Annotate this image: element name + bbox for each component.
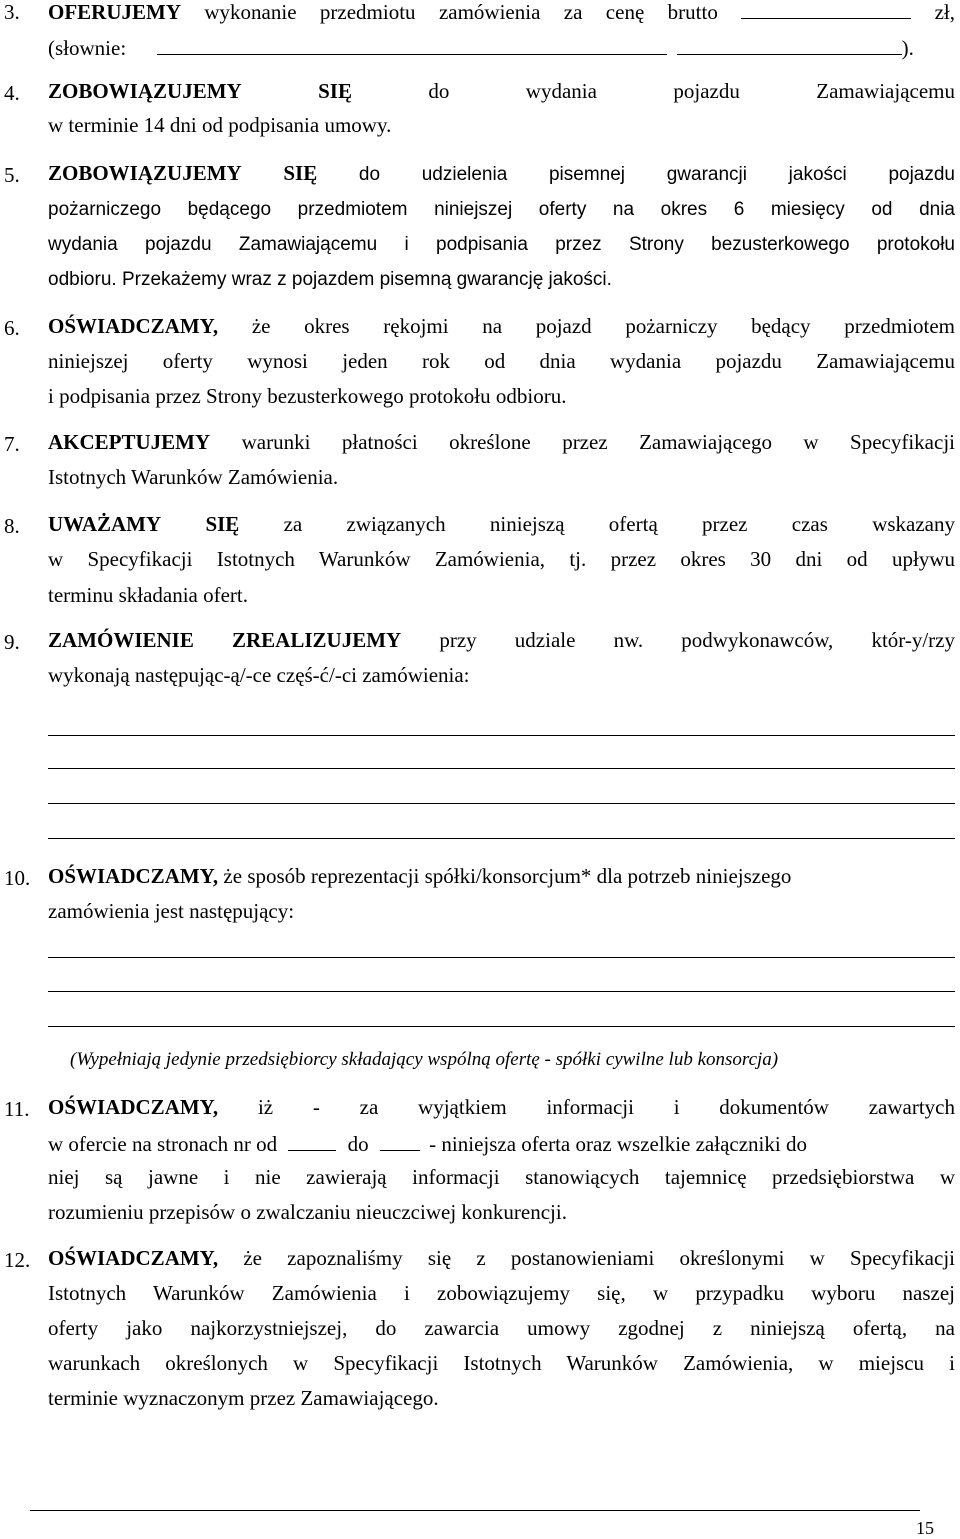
item-number: 4. — [4, 81, 20, 105]
item-11-line-3: niej są jawne i nie zawierają informacji stanowiących tajemnicę przedsiębiorstwa w — [48, 1165, 955, 1189]
page-number: 15 — [916, 1518, 934, 1538]
item-number: 12. — [4, 1248, 31, 1272]
item-12-line-4: warunkach określonych w Specyfikacji Istotnych Warunków Zamówienia, w miejscu i — [48, 1351, 955, 1375]
subcontractor-blank-line[interactable] — [48, 803, 955, 804]
item-10-line-2: zamówienia jest następujący: — [48, 899, 295, 923]
subcontractor-blank-line[interactable] — [48, 768, 955, 769]
item-number: 11. — [4, 1097, 30, 1121]
item-6-line-1: OŚWIADCZAMY, że okres rękojmi na pojazd pożarniczy będący przedmiotem — [48, 314, 956, 338]
price-blank[interactable] — [741, 0, 911, 19]
item-12-line-5: terminie wyznaczonym przez Zamawiającego. — [48, 1386, 439, 1410]
item-6-line-2: niniejszej oferty wynosi jeden rok od dnia wydania pojazdu Zamawiającemu — [48, 349, 955, 373]
words-blank-1[interactable] — [157, 36, 667, 55]
item-5-line-3: wydania pojazdu Zamawiającemu i podpisania przez Strony bezusterkowego protokołu — [48, 234, 955, 255]
item-5-line-1: ZOBOWIĄZUJEMY SIĘ do udzielenia pisemnej gwarancji jakości pojazdu — [48, 161, 955, 185]
item-9-line-2: wykonają następując-ą/-ce częś-ć/-ci zamówienia: — [48, 663, 470, 687]
subcontractor-blank-line[interactable] — [48, 838, 955, 839]
item-7-line-2: Istotnych Warunków Zamówienia. — [48, 465, 339, 489]
item-5-line-4: odbioru. Przekażemy wraz z pojazdem pisemną gwarancję jakości. — [48, 269, 612, 290]
page-from-blank[interactable] — [288, 1132, 336, 1151]
item-11-line-4: rozumieniu przepisów o zwalczaniu nieuczciwej konkurencji. — [48, 1200, 567, 1224]
page-to-blank[interactable] — [380, 1132, 420, 1151]
item-8-line-2: w Specyfikacji Istotnych Warunków Zamówienia, tj. przez okres 30 dni od upływu — [48, 547, 955, 571]
item-number: 5. — [4, 163, 20, 187]
item-8-line-1: UWAŻAMY SIĘ za związanych niniejszą ofertą przez czas wskazany — [48, 512, 955, 536]
item-8-line-3: terminu składania ofert. — [48, 583, 249, 607]
keyword: OFERUJEMY — [48, 0, 181, 24]
representation-blank-line[interactable] — [48, 957, 955, 958]
item-7-line-1: AKCEPTUJEMY warunki płatności określone przez Zamawiającego w Specyfikacji — [48, 430, 955, 454]
item-number: 9. — [4, 630, 20, 654]
item-12-line-2: Istotnych Warunków Zamówienia i zobowiązujemy się, w przypadku wyboru naszej — [48, 1281, 955, 1305]
representation-blank-line[interactable] — [48, 1026, 955, 1027]
item-3-line-1: OFERUJEMY wykonanie przedmiotu zamówienia za cenę brutto zł, — [48, 0, 956, 24]
item-number: 8. — [4, 514, 20, 538]
item-4-line-1: ZOBOWIĄZUJEMY SIĘ do wydania pojazdu Zamawiającemu — [48, 79, 956, 103]
item-6-line-3: i podpisania przez Strony bezusterkowego protokołu odbioru. — [48, 384, 567, 408]
words-blank-2[interactable] — [677, 36, 902, 55]
footer-rule — [30, 1510, 920, 1511]
item-10-line-1: OŚWIADCZAMY, że sposób reprezentacji spółki/konsorcjum* dla potrzeb niniejszego — [48, 864, 792, 888]
item-number: 6. — [4, 316, 20, 340]
item-12-line-3: oferty jako najkorzystniejszej, do zawarcia umowy zgodnej z niniejszą ofertą, na — [48, 1316, 955, 1340]
consortium-note: (Wypełniają jedynie przedsiębiorcy składający wspólną ofertę - spółki cywilne lub konsorcja) — [70, 1049, 779, 1070]
item-3-line-2: (słownie: ). — [48, 36, 914, 60]
item-11-line-1: OŚWIADCZAMY, iż - za wyjątkiem informacji i dokumentów zawartych — [48, 1095, 956, 1119]
item-number: 3. — [4, 0, 20, 24]
representation-blank-line[interactable] — [48, 991, 955, 992]
item-4-line-2: w terminie 14 dni od podpisania umowy. — [48, 113, 392, 137]
item-11-line-2: w ofercie na stronach nr od do - niniejsza oferta oraz wszelkie załączniki do — [48, 1132, 807, 1156]
item-9-line-1: ZAMÓWIENIE ZREALIZUJEMY przy udziale nw. podwykonawców, któr-y/rzy — [48, 628, 955, 652]
item-5-line-2: pożarniczego będącego przedmiotem niniejszej oferty na okres 6 miesięcy od dnia — [48, 199, 955, 220]
item-number: 7. — [4, 432, 20, 456]
item-number: 10. — [4, 866, 31, 890]
item-12-line-1: OŚWIADCZAMY, że zapoznaliśmy się z postanowieniami określonymi w Specyfikacji — [48, 1246, 955, 1270]
subcontractor-blank-line[interactable] — [48, 735, 955, 736]
